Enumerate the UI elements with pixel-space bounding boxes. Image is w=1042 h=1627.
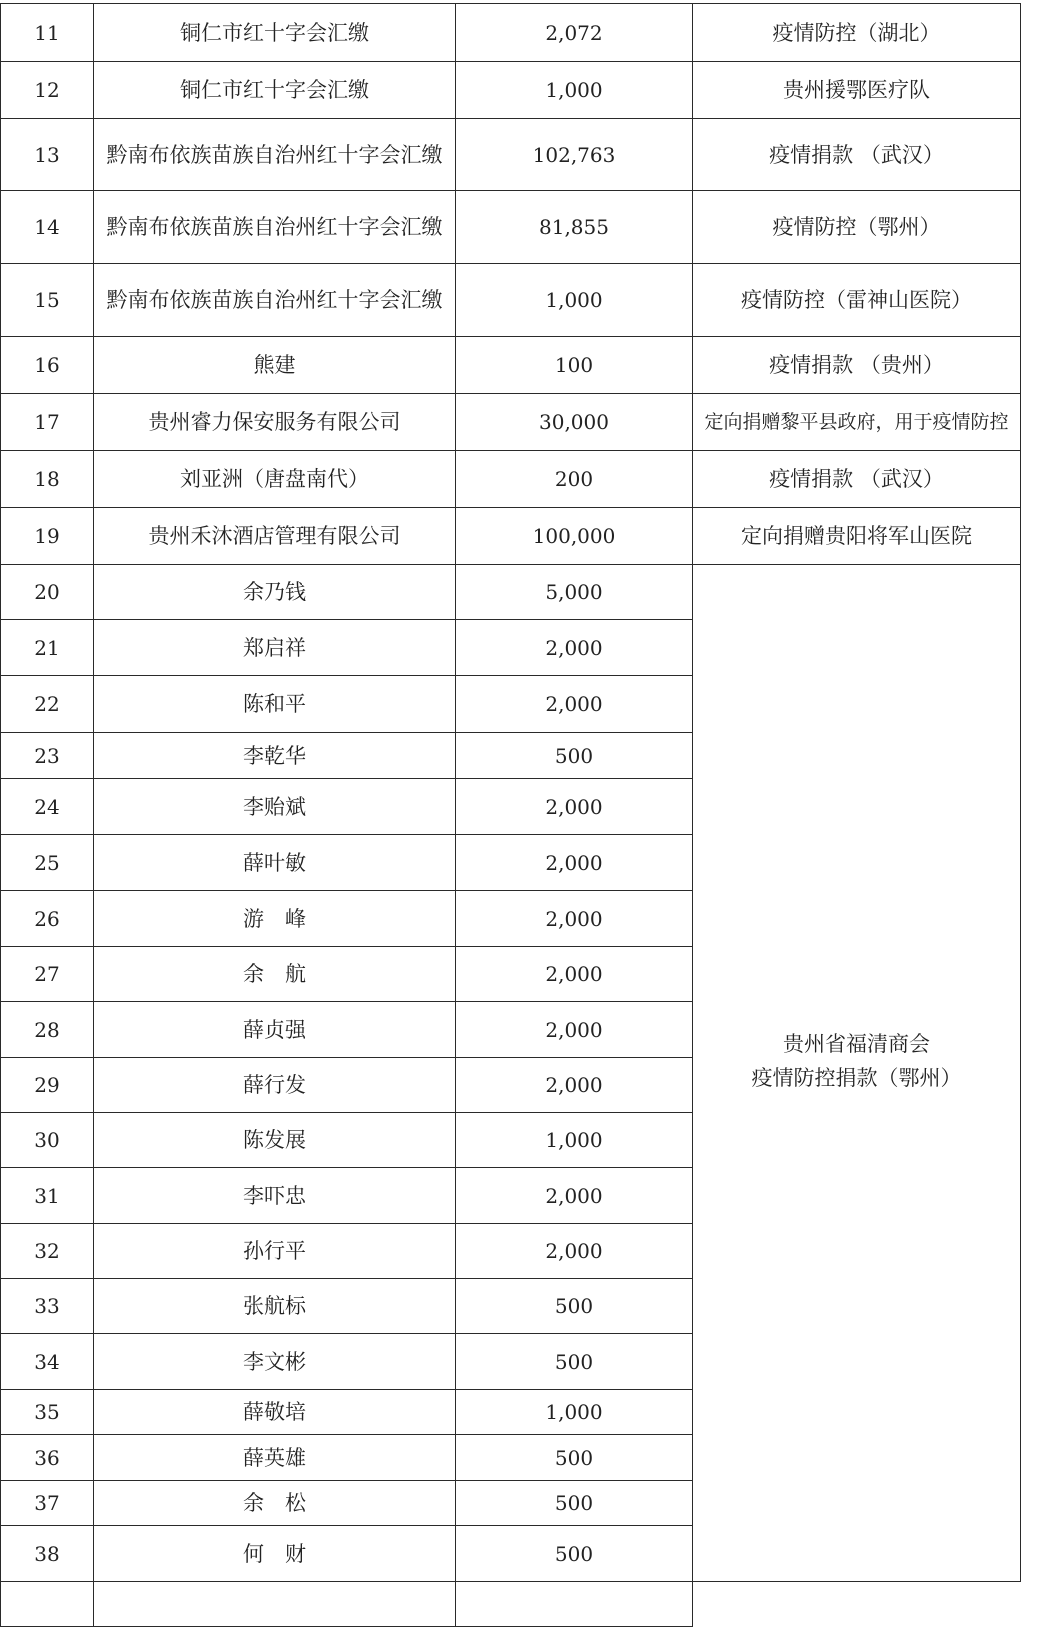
- donor-name: 陈和平: [94, 676, 456, 733]
- donor-name: 黔南布依族苗族自治州红十字会汇缴: [94, 264, 456, 337]
- row-number: 35: [1, 1390, 94, 1435]
- row-number: 14: [1, 191, 94, 264]
- row-number: 15: [1, 264, 94, 337]
- donor-name: 刘亚洲（唐盘南代）: [94, 451, 456, 508]
- donation-purpose: 疫情防控（鄂州）: [693, 191, 1021, 264]
- table-row: [1, 4, 1021, 62]
- donor-name: [94, 1582, 456, 1627]
- row-number: 12: [1, 62, 94, 119]
- table-row: [1, 337, 1021, 394]
- table-row: [1, 394, 1021, 451]
- donation-amount: 2,000: [456, 620, 693, 676]
- donation-amount: 2,000: [456, 1002, 693, 1058]
- donor-name: 李贻斌: [94, 779, 456, 835]
- table-row: [1, 451, 1021, 508]
- table-row: [1, 508, 1021, 565]
- donation-amount: 500: [456, 1481, 693, 1526]
- donor-name: 陈发展: [94, 1113, 456, 1168]
- table-row: [1, 119, 1021, 191]
- donation-amount: 100,000: [456, 508, 693, 565]
- donation-amount: 500: [456, 733, 693, 779]
- donor-name: 余 航: [94, 947, 456, 1002]
- donation-purpose: 定向捐赠黎平县政府，用于疫情防控: [693, 394, 1021, 451]
- donation-purpose: 定向捐赠贵阳将军山医院: [693, 508, 1021, 565]
- row-number: 21: [1, 620, 94, 676]
- row-number: 25: [1, 835, 94, 891]
- table-row: [1, 191, 1021, 264]
- donation-amount: 100: [456, 337, 693, 394]
- donor-name: 薛贞强: [94, 1002, 456, 1058]
- row-number: 28: [1, 1002, 94, 1058]
- donation-amount: 200: [456, 451, 693, 508]
- row-number: 33: [1, 1279, 94, 1334]
- donation-amount: 500: [456, 1526, 693, 1582]
- row-number: 11: [1, 4, 94, 62]
- donor-name: 何 财: [94, 1526, 456, 1582]
- row-number: 24: [1, 779, 94, 835]
- row-number: 31: [1, 1168, 94, 1224]
- row-number: 36: [1, 1435, 94, 1481]
- donor-name: 郑启祥: [94, 620, 456, 676]
- donation-amount: 2,000: [456, 676, 693, 733]
- donor-name: 黔南布依族苗族自治州红十字会汇缴: [94, 119, 456, 191]
- donor-name: 李乾华: [94, 733, 456, 779]
- donation-amount: 500: [456, 1279, 693, 1334]
- donation-purpose: 疫情捐款 （武汉）: [693, 451, 1021, 508]
- donor-name: 孙行平: [94, 1224, 456, 1279]
- donation-purpose: 疫情捐款 （武汉）: [693, 119, 1021, 191]
- donation-amount: 2,000: [456, 1224, 693, 1279]
- table-row: [1, 565, 1021, 620]
- donation-amount: 102,763: [456, 119, 693, 191]
- donation-amount: 81,855: [456, 191, 693, 264]
- donor-name: 铜仁市红十字会汇缴: [94, 62, 456, 119]
- donor-name: 李文彬: [94, 1334, 456, 1390]
- row-number: 17: [1, 394, 94, 451]
- table-row: [1, 1582, 1021, 1627]
- donor-name: 余乃钱: [94, 565, 456, 620]
- donor-name: 熊建: [94, 337, 456, 394]
- row-number: 29: [1, 1058, 94, 1113]
- donation-purpose: 疫情防控（雷神山医院）: [693, 264, 1021, 337]
- donor-name: 张航标: [94, 1279, 456, 1334]
- row-number: 20: [1, 565, 94, 620]
- row-number: 13: [1, 119, 94, 191]
- row-number: [1, 1582, 94, 1627]
- donation-amount: 1,000: [456, 1390, 693, 1435]
- row-number: 18: [1, 451, 94, 508]
- donation-amount: 500: [456, 1334, 693, 1390]
- donation-purpose: 疫情防控（湖北）: [693, 4, 1021, 62]
- row-number: 37: [1, 1481, 94, 1526]
- donation-amount: 2,000: [456, 1168, 693, 1224]
- donation-amount: 2,000: [456, 891, 693, 947]
- donor-name: 薛英雄: [94, 1435, 456, 1481]
- donor-name: 黔南布依族苗族自治州红十字会汇缴: [94, 191, 456, 264]
- donation-amount: 500: [456, 1435, 693, 1481]
- donation-table: [0, 3, 1021, 1627]
- donor-name: 贵州睿力保安服务有限公司: [94, 394, 456, 451]
- donation-amount: 2,072: [456, 4, 693, 62]
- donation-amount: 2,000: [456, 835, 693, 891]
- donation-amount: 2,000: [456, 947, 693, 1002]
- donation-purpose: 疫情捐款 （贵州）: [693, 337, 1021, 394]
- donation-amount: 1,000: [456, 62, 693, 119]
- donation-amount: 1,000: [456, 1113, 693, 1168]
- donor-name: 铜仁市红十字会汇缴: [94, 4, 456, 62]
- donor-name: 贵州禾沐酒店管理有限公司: [94, 508, 456, 565]
- donation-amount: [456, 1582, 693, 1627]
- row-number: 26: [1, 891, 94, 947]
- donation-amount: 5,000: [456, 565, 693, 620]
- donor-name: 薛叶敏: [94, 835, 456, 891]
- merged-purpose-line-2: 疫情防控捐款（鄂州）: [751, 1066, 962, 1090]
- row-number: 32: [1, 1224, 94, 1279]
- donation-amount: 2,000: [456, 779, 693, 835]
- donor-name: 薛行发: [94, 1058, 456, 1113]
- table-row: [1, 62, 1021, 119]
- merged-purpose-line-1: 贵州省福清商会: [783, 1032, 930, 1056]
- donor-name: 余 松: [94, 1481, 456, 1526]
- row-number: 34: [1, 1334, 94, 1390]
- row-number: 27: [1, 947, 94, 1002]
- donation-amount: 2,000: [456, 1058, 693, 1113]
- row-number: 23: [1, 733, 94, 779]
- row-number: 22: [1, 676, 94, 733]
- donation-purpose: 贵州援鄂医疗队: [693, 62, 1021, 119]
- table-row: [1, 264, 1021, 337]
- donor-name: 李吓忠: [94, 1168, 456, 1224]
- row-number: 19: [1, 508, 94, 565]
- row-number: 38: [1, 1526, 94, 1582]
- row-number: 30: [1, 1113, 94, 1168]
- row-number: 16: [1, 337, 94, 394]
- merged-donation-purpose: [693, 565, 1021, 1582]
- donor-name: 游 峰: [94, 891, 456, 947]
- donation-amount: 30,000: [456, 394, 693, 451]
- donation-amount: 1,000: [456, 264, 693, 337]
- donor-name: 薛敬培: [94, 1390, 456, 1435]
